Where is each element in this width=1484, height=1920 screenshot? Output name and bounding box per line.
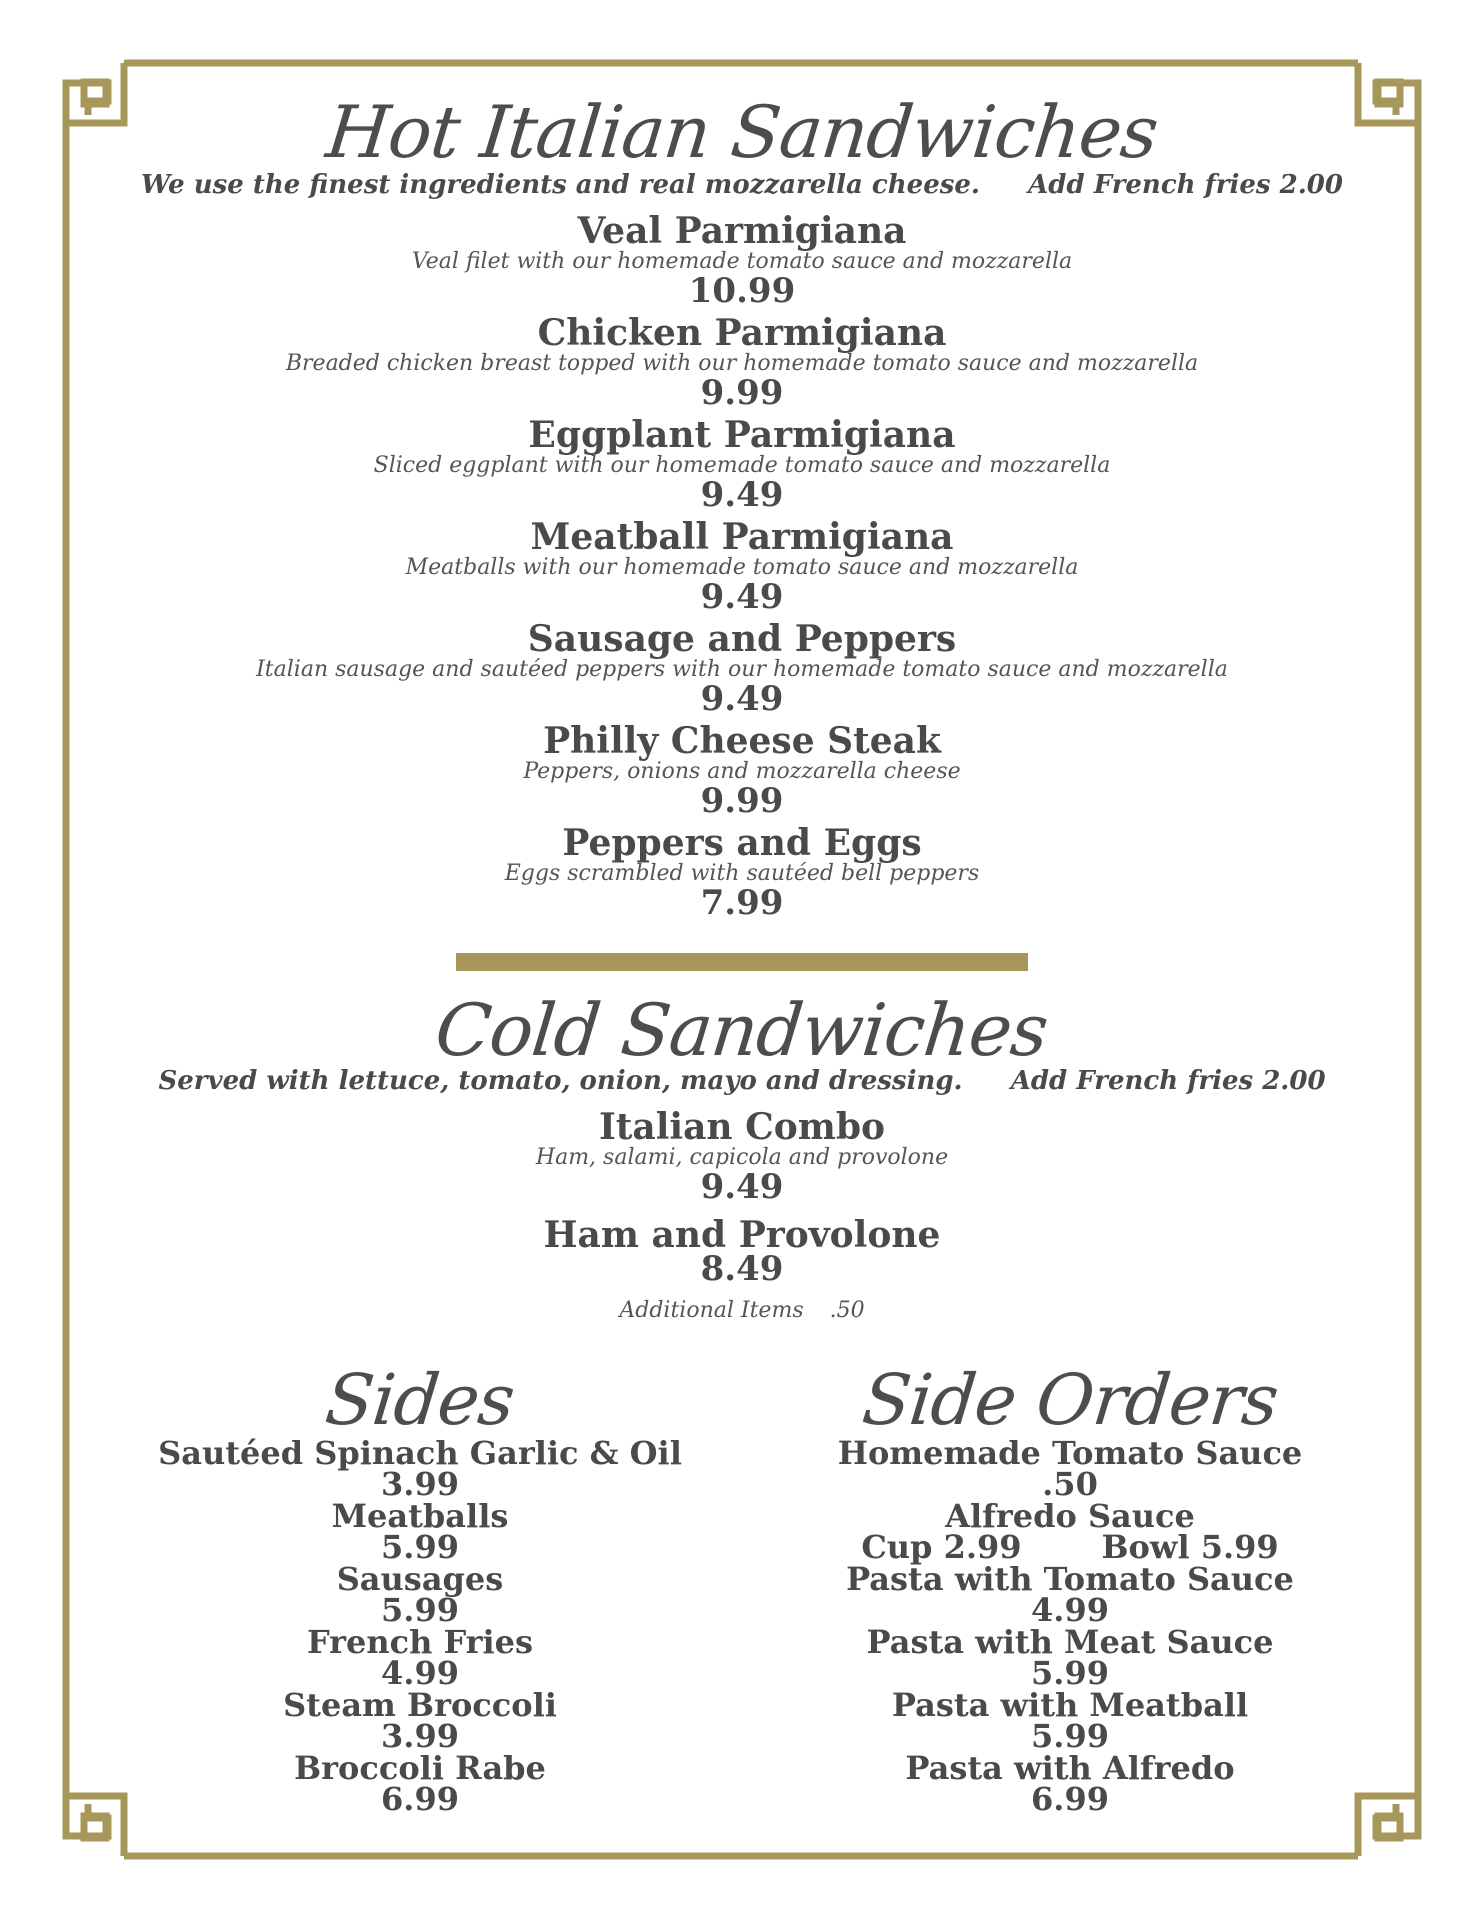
item-description: Veal filet with our homemade tomato sauce and mozzarella [411,249,1073,274]
side-order-price: 5.99 [1031,1717,1109,1755]
item-name: Italian Combo [598,1106,886,1148]
item-price: 8.49 [700,1249,784,1289]
section-divider [456,953,1028,971]
hot-items-list [0,212,1484,926]
item-name: Ham and Provolone [543,1214,941,1256]
additional-items-note [0,1298,1484,1323]
cold-sandwiches-title: Cold Sandwiches [432,988,1052,1072]
item-description: Ham, salami, capicola and provolone [535,1145,949,1170]
item-description: Breaded chicken breast topped with our homemade tomato sauce and mozzarella [285,351,1199,376]
item-description: Sliced eggplant with our homemade tomato sauce and mozzarella [373,453,1111,478]
sides-title: Sides [321,1359,519,1441]
item-description: Italian sausage and sautéed peppers with our homemade tomato sauce and mozzarella [256,657,1228,682]
item-price: 7.99 [700,883,784,923]
side-price: 5.99 [381,1591,459,1629]
item-description: Eggs scrambled with sautéed bell peppers [504,861,980,886]
side-name: Broccoli Rabe [294,1749,546,1787]
side-order-name: Pasta with Alfredo [905,1749,1235,1787]
item-name: Meatball Parmigiana [530,516,954,558]
side-name: Sausages [336,1560,504,1598]
side-order-item [800,1497,1340,1566]
menu-item [0,414,1484,515]
item-name: Chicken Parmigiana [537,312,947,354]
menu-item [0,516,1484,617]
cold-items-list [0,1108,1484,1323]
menu-item [0,618,1484,719]
item-name: Veal Parmigiana [577,210,907,252]
side-order-item [800,1749,1340,1818]
side-order-name: Pasta with Meat Sauce [866,1623,1274,1661]
side-order-name: Pasta with Meatball [891,1686,1249,1724]
item-description: Meatballs with our homemade tomato sauce and mozzarella [405,555,1079,580]
side-name: Meatballs [331,1497,509,1535]
additional-items-label: Additional Items [619,1298,804,1323]
side-item [150,1749,690,1818]
side-order-name: Alfredo Sauce [945,1497,1195,1535]
menu-item [0,312,1484,413]
hot-tagline [0,170,1484,200]
side-item [150,1623,690,1692]
item-price: 9.99 [700,781,784,821]
bowl-price: Bowl 5.99 [1101,1528,1279,1566]
hot-tagline-text: We use the finest ingredients and real mozzarella cheese. [141,170,980,200]
cold-tagline-text: Served with lettuce, tomato, onion, mayo and dressing. [158,1066,963,1096]
menu-item [0,1106,1484,1207]
item-price: 9.49 [700,475,784,515]
hot-sandwiches-title: Hot Italian Sandwiches [322,90,1162,174]
menu-item [0,1214,1484,1289]
side-name: French Fries [306,1623,534,1661]
item-price: 9.49 [700,577,784,617]
side-price: 6.99 [381,1780,459,1818]
hot-fries-addon: Add French fries 2.00 [1028,170,1343,200]
item-name: Eggplant Parmigiana [528,414,956,456]
item-description: Peppers, onions and mozzarella cheese [523,759,961,784]
item-price: 10.99 [688,271,796,311]
cold-tagline [0,1066,1484,1096]
item-name: Philly Cheese Steak [543,720,941,762]
sides-column [150,1359,690,1818]
side-price: 3.99 [381,1465,459,1503]
side-price: 4.99 [381,1654,459,1692]
side-order-name: Pasta with Tomato Sauce [846,1560,1294,1598]
side-order-price: 5.99 [1031,1654,1109,1692]
side-item [150,1497,690,1566]
side-price: 3.99 [381,1717,459,1755]
side-name: Sautéed Spinach Garlic & Oil [158,1434,682,1472]
menu-item [0,822,1484,923]
item-price: 9.49 [700,679,784,719]
side-item [150,1434,690,1503]
side-order-item [800,1560,1340,1629]
side-order-item [800,1623,1340,1692]
side-order-item [800,1686,1340,1755]
item-name: Sausage and Peppers [527,618,957,660]
item-price: 9.49 [700,1167,784,1207]
side-order-price: .50 [1042,1465,1098,1503]
cup-price: Cup 2.99 [861,1528,1022,1566]
menu-item [0,720,1484,821]
item-name: Peppers and Eggs [562,822,922,864]
side-item [150,1560,690,1629]
side-item [150,1686,690,1755]
side-order-price: 6.99 [1031,1780,1109,1818]
additional-items-price: .50 [829,1298,865,1323]
side-price: 5.99 [381,1528,459,1566]
side-name: Steam Broccoli [283,1686,557,1724]
side-orders-title: Side Orders [858,1359,1282,1441]
side-order-name: Homemade Tomato Sauce [837,1434,1303,1472]
item-price: 9.99 [700,373,784,413]
menu-item [0,210,1484,311]
cold-fries-addon: Add French fries 2.00 [1010,1066,1326,1096]
side-order-item [800,1434,1340,1503]
side-order-price: 4.99 [1031,1591,1109,1629]
side-orders-column [800,1359,1340,1818]
